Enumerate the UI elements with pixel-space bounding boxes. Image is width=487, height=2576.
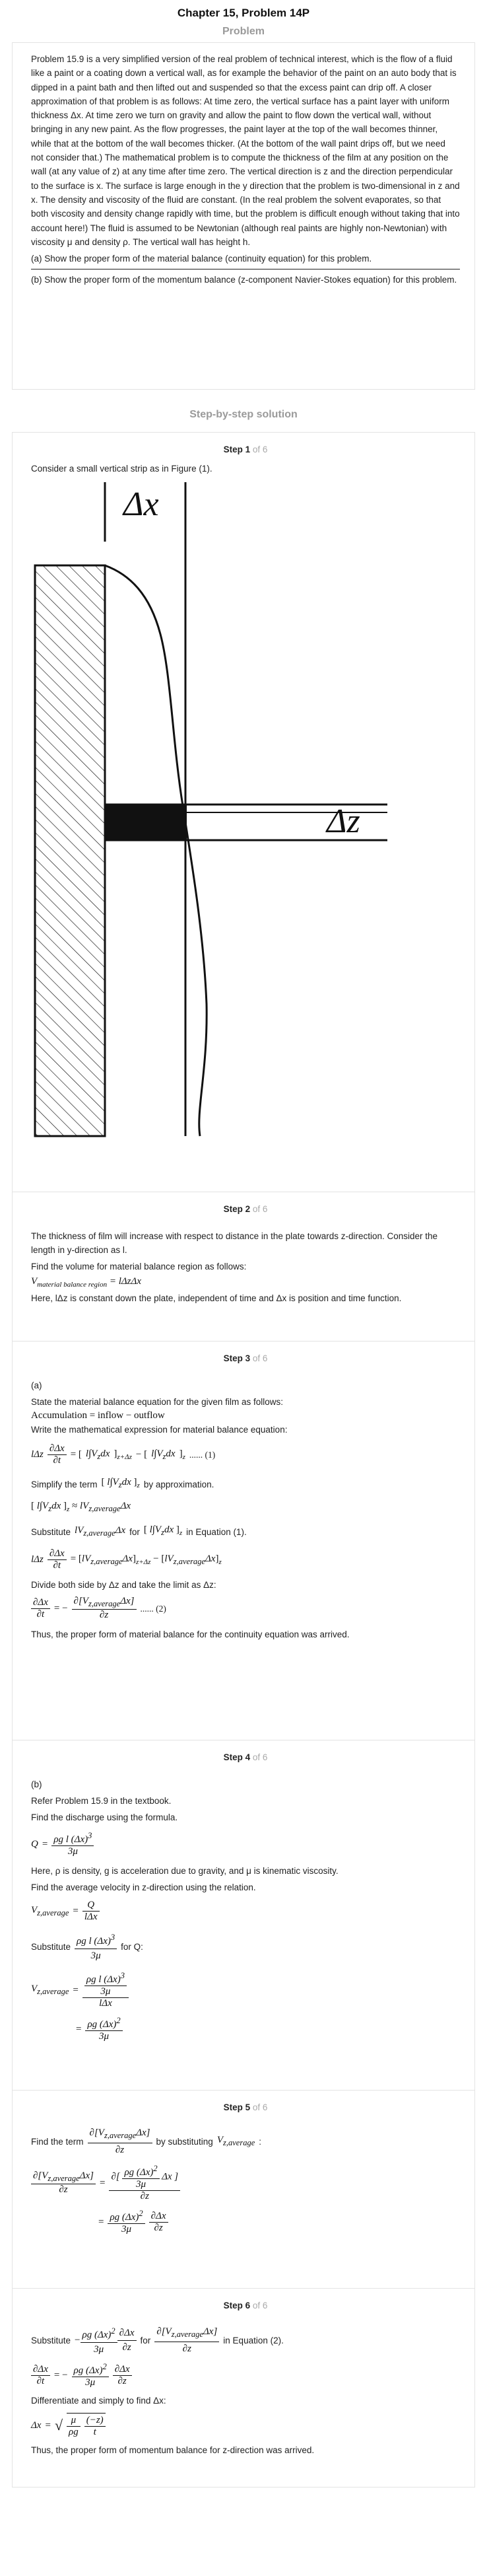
- step-text: Find the discharge using the formula.: [31, 1812, 178, 1822]
- solution-card: [12, 432, 475, 2487]
- step-6: [13, 2289, 474, 2487]
- step-label: Step 3: [223, 1353, 251, 1363]
- term-result: = $\frac{\rho g (\Delta x)^2}{3\mu}$ $\frac{\partial\Delta x}{\partial z}$: [98, 2209, 460, 2235]
- dx-label: Δx: [123, 485, 159, 523]
- step-label: Step 5: [223, 2102, 251, 2112]
- problem-header: Problem: [222, 26, 265, 37]
- step-of: of 6: [252, 1353, 268, 1363]
- part-label: (a): [31, 1380, 42, 1390]
- average-velocity-equation: $V_{z,average}$ = $\frac{Q}{\text{lΔx}}$: [31, 1900, 460, 1923]
- substitute-line: Substitute − $\frac{\rho g (\Delta x)^2}{3\mu}$ $\frac{\partial\Delta x}{\partial z}$ for $\frac{\partial[V_{z,average}\Delta x]}{\partial z}$ in Equation (2).: [31, 2324, 460, 2357]
- continuity-equation: $\frac{\partial\Delta x}{\partial t}$ = − $\frac{\partial[V_{z,average}\Delta x]}{\partial z}$ ...... (2): [31, 1596, 460, 1621]
- step-text: Find the average velocity in z-direction using the relation.: [31, 1882, 256, 1892]
- chapter-title: Chapter 15, Problem 14P: [177, 7, 310, 19]
- step-5: [13, 2091, 474, 2289]
- substitute-q-line: Substitute $\frac{\rho g l (\Delta x)^3}{3\mu}$ for Q:: [31, 1931, 460, 1963]
- step-text: Consider a small vertical strip as in Figure (1).: [31, 464, 212, 474]
- step-3: [13, 1342, 474, 1740]
- problem-part-a: (a) Show the proper form of the material balance (continuity equation) for this problem.: [31, 254, 372, 264]
- step-of: of 6: [252, 445, 268, 454]
- velocity-result: = $\frac{\rho g (\Delta x)^2}{3\mu}$: [76, 2016, 460, 2042]
- solution-header: Step-by-step solution: [189, 409, 298, 420]
- step-text: The thickness of film will increase with respect to distance in the plate towards z-direction. Consider the length in y-direction as l.: [31, 1231, 438, 1255]
- step-1: [13, 433, 474, 1192]
- material-balance-equation: lΔz $\frac{\partial\Delta x}{\partial t}$ = [ $l\int V_zdx$ ]$_{z+\Delta z}$ − [ $l\int V_zdx$ ]$_z$ ...... (1): [31, 1443, 216, 1466]
- volume-equation: $V_{material balance region} = l\Delta z\Delta x$: [31, 1276, 141, 1289]
- step-title: [31, 433, 460, 462]
- step-label: Step 4: [223, 1752, 251, 1762]
- step-label: Step 1: [223, 445, 251, 454]
- simplify-line: Simplify the term [ $l\int V_zdx$ ]$_z$ by approximation.: [31, 1477, 214, 1489]
- words-equation: Accumulation = inflow − outflow: [31, 1410, 165, 1421]
- step-text: Thus, the proper form of material balance for the continuity equation was arrived.: [31, 1629, 350, 1639]
- vertical-strip-figure: [31, 476, 401, 1169]
- step-title: [31, 1342, 460, 1371]
- step-text: Thus, the proper form of momentum balance for z-direction was arrived.: [31, 2445, 315, 2455]
- step-text: State the material balance equation for the given film as follows:: [31, 1397, 283, 1407]
- substitute-line: Substitute $lV_{z,average}\Delta x$ for [ $l\int V_zdx$ ]$_z$ in Equation (1).: [31, 1524, 247, 1538]
- problem-part-b: (b) Show the proper form of the momentum balance (z-component Navier-Stokes equation) for this problem.: [31, 275, 457, 285]
- step-text: Differentiate and simply to find Δx:: [31, 2396, 166, 2406]
- dz-strip: [105, 805, 187, 840]
- part-label: (b): [31, 1779, 42, 1789]
- problem-text: Problem 15.9 is a very simplified version of the real problem of technical interest, which is the flow of a fluid like a paint or a coating down a vertical wall, as for example the behavior of the paint on an auto body that is dipped in a paint bath and then lifted out and suspended so that the excess paint can drip off. A closer approximation of that problem is as follows: At time zero, the vertical surface has a paint layer with uniform thickness Δx. At time zero we turn on gravity and allow the paint to flow down the vertical wall, without bringing in any new paint. As the flow progresses, the paint layer at the top of the wall becomes thinner, while that at the bottom of the wall becomes thicker. (At the bottom of the wall paint drips off, but we need not consider that.) The mathematical problem is to compute the thickness of the film at any position on the wall (at any value of z) at any time after time zero. The vertical direction is z and the direction perpendicular to the surface is x. The surface is large enough in the y direction that the problem is two-dimensional in z and x. The density and viscosity of the fluid are constant. (In the real problem the solvent evaporates, so that both viscosity and density change rapidly with time, but the problem is difficult enough without taking that into account here!) The fluid is assumed to be Newtonian (although real paints are highly non-Newtonian) with viscosity μ and density ρ. The vertical wall has height h.: [31, 54, 460, 247]
- find-term-line: Find the term $\frac{\partial[V_{z,average}\Delta x]}{\partial z}$ by substituting $V_{z,average}$ :: [31, 2128, 262, 2155]
- problem-card: [12, 42, 475, 390]
- dz-label: Δz: [327, 803, 360, 840]
- step-text: Here, ρ is density, g is acceleration due to gravity, and μ is kinematic viscosity.: [31, 1866, 339, 1876]
- step-label: Step 6: [223, 2301, 251, 2310]
- step-of: of 6: [252, 1204, 268, 1214]
- substituted-equation: lΔz $\frac{\partial\Delta x}{\partial t}$ = $[lV_{z,average}\Delta x]_{z+\Delta z} - [lV_{z,average}\Delta x]_z$: [31, 1548, 222, 1571]
- step-of: of 6: [252, 2301, 268, 2310]
- momentum-equation: $\frac{\partial\Delta x}{\partial t}$ = − $\frac{\rho g (\Delta x)^2}{3\mu}$ $\frac{\partial\Delta x}{\partial z}$: [31, 2362, 460, 2388]
- term-derivation: $\frac{\partial[V_{z,average}\Delta x]}{\partial z}$ = ∂[ $\frac{\rho g (\Delta x)^2}{3\mu}$ Δx ] ∂z: [31, 2164, 460, 2202]
- step-of: of 6: [252, 1752, 268, 1762]
- film-profile: [105, 565, 207, 1136]
- step-text: Refer Problem 15.9 in the textbook.: [31, 1796, 172, 1806]
- step-label: Step 2: [223, 1204, 251, 1214]
- step-2: [13, 1192, 474, 1342]
- velocity-derivation: $V_{z,average}$ = $\frac{\frac{\rho g l (\Delta x)^3}{3\mu}}{\text{lΔx}}$: [31, 1971, 460, 2009]
- wall: [35, 565, 105, 1136]
- step-title: [31, 2289, 460, 2318]
- step-text: Write the mathematical expression for material balance equation:: [31, 1425, 288, 1435]
- step-title: [31, 2091, 460, 2120]
- step-4: [13, 1740, 474, 2091]
- step-of: of 6: [252, 2102, 268, 2112]
- step-text: Find the volume for material balance region as follows:: [31, 1262, 247, 1271]
- discharge-equation: Q = $\frac{\rho g l (\Delta x)^3}{3\mu}$: [31, 1831, 460, 1857]
- step-title: [31, 1192, 460, 1221]
- step-title: [31, 1740, 460, 1770]
- thickness-equation: Δx = √ $\frac{\mu}{\rho g}$ $\frac{(-z)}{t}$: [31, 2413, 460, 2438]
- step-text: Here, lΔz is constant down the plate, independent of time and Δx is position and time function.: [31, 1293, 402, 1303]
- step-text: Divide both side by Δz and take the limit as Δz:: [31, 1580, 216, 1590]
- approx-equation: [ $l\int V_zdx$ ]$_z \approx lV_{z,average}\Delta x$: [31, 1501, 131, 1513]
